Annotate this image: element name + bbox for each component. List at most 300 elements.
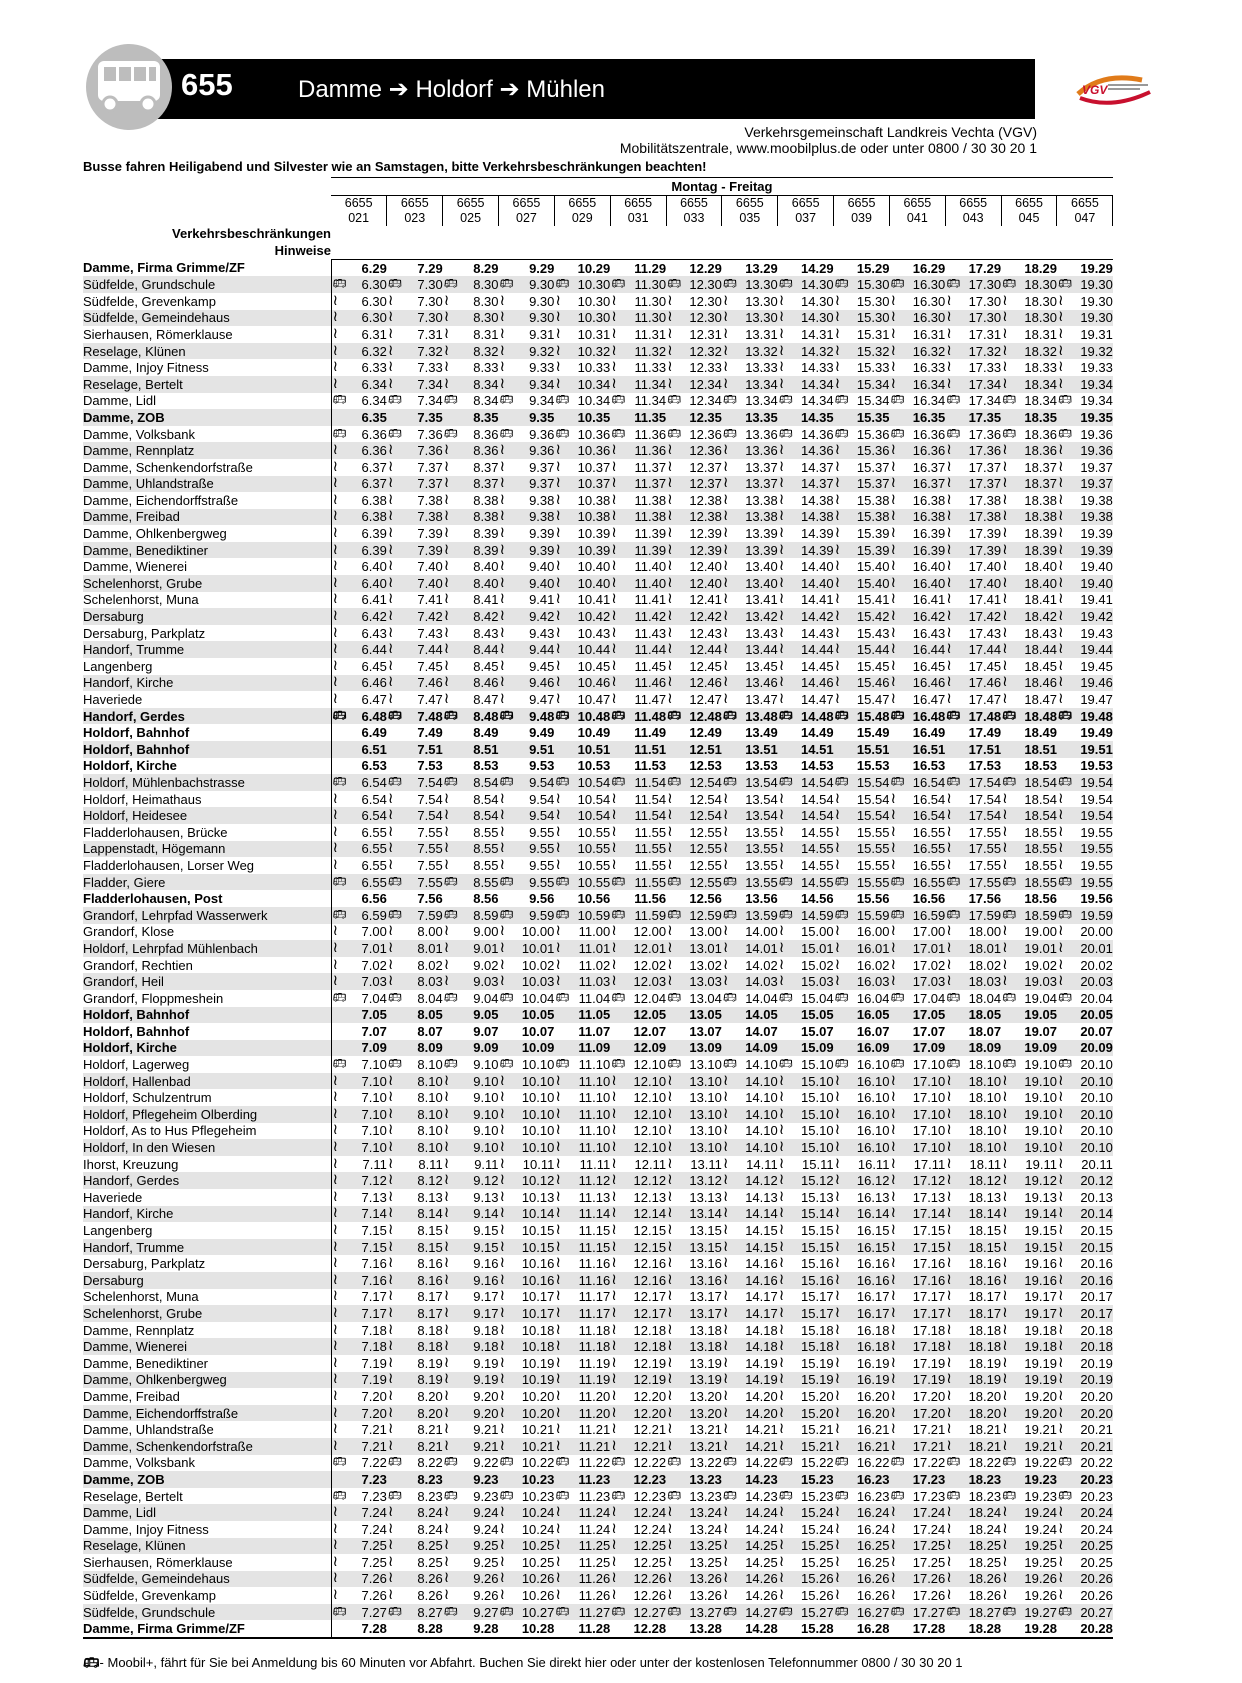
departure-time: ≀ 11.15 (555, 1222, 611, 1239)
departure-time: 17.35 (945, 409, 1001, 426)
bus-on-demand-icon: 🚌︎ (332, 1489, 347, 1502)
wave-icon: ≀ (946, 823, 952, 840)
departure-time: ≀ 19.20 (1002, 1404, 1057, 1421)
wave-icon: ≀ (443, 1122, 450, 1139)
departure-time: ≀ 16.55 (890, 840, 946, 857)
departure-time: ≀ 10.18 (499, 1338, 555, 1355)
departure-time: 🚌︎ 14.04 (722, 990, 778, 1006)
wave-icon: ≀ (778, 1255, 785, 1272)
departure-time: ≀ 15.02 (778, 956, 834, 973)
wave-icon: ≀ (722, 558, 729, 575)
wave-icon: ≀ (1002, 1537, 1008, 1554)
departure-time: ≀ 12.37 (667, 475, 722, 492)
departure-time: 🚌︎ 19.10 (1002, 1057, 1057, 1073)
wave-icon: ≀ (1057, 691, 1064, 708)
departure-time: ≀ 15.24 (778, 1520, 834, 1537)
departure-time: 10.07 (521, 1023, 555, 1039)
departure-time: ≀ 13.01 (667, 940, 722, 956)
wave-icon: ≀ (555, 591, 561, 608)
departure-time: 🚌︎ 10.23 (499, 1488, 555, 1504)
trip-line-id: 6655 (1071, 195, 1099, 210)
departure-time: 🚌︎ 20.10 (1057, 1057, 1113, 1073)
departure-time: 9.49 (529, 725, 555, 741)
departure-time: ≀ 10.34 (555, 375, 611, 392)
departure-time: ≀ 6.42 (332, 608, 387, 625)
departure-time: ≀ 11.38 (611, 508, 667, 525)
wave-icon: ≀ (1057, 1338, 1064, 1355)
departure-time: ≀ 12.41 (667, 591, 722, 608)
wave-icon: ≀ (946, 475, 952, 492)
wave-icon: ≀ (443, 790, 450, 807)
wave-icon: ≀ (332, 541, 339, 558)
stop-name: Grandorf, Floppmeshein (83, 990, 331, 1007)
departure-time: ≀ 19.32 (1057, 342, 1113, 359)
wave-icon: ≀ (499, 1421, 506, 1438)
wave-icon: ≀ (1057, 624, 1064, 641)
wave-icon: ≀ (611, 1238, 617, 1255)
wave-icon: ≀ (1057, 956, 1064, 973)
wave-icon: ≀ (499, 292, 506, 309)
departure-time: 12.09 (610, 1040, 666, 1057)
departure-time: ≀ 13.12 (667, 1172, 722, 1189)
wave-icon: ≀ (1057, 1072, 1064, 1089)
departure-time: ≀ 13.19 (667, 1354, 722, 1371)
stop-row (83, 326, 1113, 343)
wave-icon: ≀ (778, 458, 785, 475)
departure-time: ≀ 20.18 (1057, 1338, 1113, 1355)
stop-row (83, 641, 1113, 658)
wave-icon: ≀ (722, 1238, 729, 1255)
wave-icon: ≀ (890, 292, 897, 309)
wave-icon: ≀ (667, 691, 673, 708)
departure-time: 🚌︎ 9.27 (443, 1604, 499, 1620)
stop-name: Damme, Volksbank (83, 1455, 331, 1472)
departure-time: ≀ 15.19 (778, 1371, 834, 1388)
departure-time: ≀ 7.39 (387, 525, 443, 542)
wave-icon: ≀ (1002, 1354, 1008, 1371)
bus-on-demand-icon: 🚌︎ (499, 709, 514, 722)
departure-time: 🚌︎ 7.04 (332, 990, 387, 1006)
bus-on-demand-icon: 🚌︎ (778, 427, 793, 440)
departure-time: 🚌︎ 16.59 (890, 907, 946, 923)
departure-time: ≀ 16.24 (834, 1504, 890, 1521)
wave-icon: ≀ (1057, 508, 1064, 525)
departure-time: 🚌︎ 8.36 (443, 426, 499, 442)
stop-name: Grandorf, Klose (83, 924, 331, 941)
stop-name: Holdorf, Heimathaus (83, 791, 331, 808)
stop-row (83, 376, 1113, 393)
bus-on-demand-icon: 🚌︎ (443, 1058, 458, 1071)
departure-time: 15.23 (778, 1471, 834, 1488)
bus-on-demand-icon: 🚌︎ (778, 1605, 793, 1618)
departure-time: 18.05 (945, 1007, 1001, 1024)
wave-icon: ≀ (499, 508, 506, 525)
wave-icon: ≀ (499, 1504, 506, 1521)
departure-time: 11.51 (610, 741, 666, 758)
wave-icon: ≀ (778, 541, 785, 558)
wave-icon: ≀ (443, 1520, 450, 1537)
wave-icon: ≀ (332, 442, 339, 459)
wave-icon: ≀ (946, 1570, 952, 1587)
departure-time: ≀ 13.39 (722, 525, 778, 542)
stop-name: Handorf, Trumme (83, 1239, 331, 1256)
wave-icon: ≀ (443, 375, 450, 392)
trip-run-id: 043 (962, 210, 984, 225)
departure-time: ≀ 10.24 (499, 1504, 555, 1521)
bus-on-demand-icon: 🚌︎ (834, 991, 849, 1004)
departure-time: ≀ 7.03 (332, 973, 387, 990)
departure-time: ≀ 13.40 (722, 558, 778, 575)
wave-icon: ≀ (387, 359, 394, 376)
bus-on-demand-icon: 🚌︎ (1002, 709, 1017, 722)
wave-icon: ≀ (387, 1587, 394, 1604)
departure-time: ≀ 19.13 (1002, 1189, 1057, 1205)
departure-time: 6.49 (361, 725, 387, 741)
departure-time: ≀ 16.30 (890, 309, 946, 326)
departure-time: ≀ 11.10 (555, 1139, 611, 1156)
departure-time: ≀ 15.54 (834, 807, 890, 824)
departure-time: ≀ 17.46 (946, 674, 1002, 691)
bus-on-demand-icon: 🚌︎ (611, 427, 626, 440)
wave-icon: ≀ (722, 309, 729, 326)
departure-time: 🚌︎ 11.10 (555, 1057, 611, 1073)
departure-time: ≀ 12.24 (611, 1504, 667, 1521)
wave-icon: ≀ (890, 1222, 897, 1239)
departure-time: ≀ 18.10 (946, 1122, 1002, 1139)
departure-time: ≀ 11.10 (555, 1089, 611, 1106)
wave-icon: ≀ (1002, 575, 1008, 591)
departure-time: ≀ 9.03 (443, 973, 499, 990)
wave-icon: ≀ (387, 691, 394, 708)
departure-time: ≀ 17.10 (890, 1106, 946, 1122)
departure-time: ≀ 15.00 (778, 923, 834, 940)
departure-time: ≀ 20.01 (1057, 940, 1113, 956)
departure-time: ≀ 10.37 (555, 475, 611, 492)
trip-cell-empty (331, 226, 387, 243)
wave-icon: ≀ (1057, 1587, 1064, 1604)
departure-time: 6.35 (331, 409, 387, 426)
departure-time: ≀ 7.37 (387, 475, 443, 492)
departure-time: ≀ 20.26 (1057, 1570, 1113, 1587)
departure-time: ≀ 12.42 (667, 608, 722, 625)
stop-row (83, 1023, 1113, 1040)
departure-time: ≀ 14.26 (722, 1587, 778, 1604)
wave-icon: ≀ (946, 1122, 952, 1139)
wave-icon: ≀ (667, 442, 673, 459)
wave-icon: ≀ (387, 492, 394, 508)
departure-time: ≀ 7.38 (387, 508, 443, 525)
departure-time: ≀ 9.10 (443, 1122, 499, 1139)
departure-time: ≀ 17.17 (890, 1305, 946, 1321)
wave-icon: ≀ (890, 492, 897, 508)
wave-icon: ≀ (555, 1222, 561, 1239)
wave-icon: ≀ (555, 1139, 561, 1156)
departure-time: 🚌︎ 13.22 (667, 1455, 722, 1471)
wave-icon: ≀ (611, 1122, 617, 1139)
wave-icon: ≀ (722, 1288, 729, 1305)
departure-time: ≀ 18.20 (946, 1388, 1002, 1404)
wave-icon: ≀ (611, 1255, 617, 1272)
wave-icon: ≀ (722, 1570, 729, 1587)
wave-icon: ≀ (667, 956, 673, 973)
departure-time: ≀ 19.15 (1002, 1238, 1057, 1255)
wave-icon: ≀ (499, 591, 506, 608)
wave-icon: ≀ (387, 1354, 394, 1371)
wave-icon: ≀ (332, 1338, 339, 1355)
departure-time: 🚌︎ 12.04 (611, 990, 667, 1006)
departure-time: ≀ 9.17 (443, 1305, 499, 1321)
wave-icon: ≀ (890, 823, 897, 840)
wave-icon: ≀ (499, 857, 506, 873)
route-title: Damme ➔ Holdorf ➔ Mühlen (298, 76, 605, 103)
wave-icon: ≀ (722, 475, 729, 492)
departure-time: 🚌︎ 14.59 (778, 907, 834, 923)
departure-time: 9.35 (499, 409, 555, 426)
stop-row (83, 807, 1113, 824)
wave-icon: ≀ (555, 575, 561, 591)
wave-icon: ≀ (332, 923, 339, 940)
departure-time: ≀ 15.19 (778, 1354, 834, 1371)
bus-on-demand-icon: 🚌︎ (499, 1058, 514, 1071)
stop-row (83, 708, 1113, 725)
wave-icon: ≀ (722, 1122, 729, 1139)
departure-time: ≀ 11.19 (555, 1371, 611, 1388)
departure-time: ≀ 9.37 (499, 475, 555, 492)
wave-icon: ≀ (1057, 458, 1064, 475)
departure-time: 🚌︎ 17.55 (946, 874, 1002, 890)
departure-time: 7.05 (331, 1007, 387, 1024)
departure-time: ≀ 17.44 (946, 641, 1002, 658)
bus-on-demand-icon: 🚌︎ (1057, 1456, 1072, 1469)
wave-icon: ≀ (499, 1321, 506, 1338)
departure-time: ≀ 8.34 (443, 375, 499, 392)
departure-time: ≀ 10.02 (499, 956, 555, 973)
departure-time: ≀ 10.55 (555, 857, 611, 873)
departure-time: ≀ 12.13 (611, 1189, 667, 1205)
departure-time: ≀ 15.36 (834, 442, 890, 459)
departure-time: ≀ 14.41 (778, 591, 834, 608)
stop-row (83, 542, 1113, 559)
departure-time: 🚌︎ 11.36 (611, 426, 667, 442)
departure-time: 🚌︎ 9.04 (443, 990, 499, 1006)
departure-time: ≀ 18.55 (1002, 857, 1057, 873)
departure-time: ≀ 17.01 (890, 940, 946, 956)
stop-row (83, 1040, 1113, 1057)
departure-time: ≀ 13.02 (667, 956, 722, 973)
departure-time: ≀ 11.55 (611, 840, 667, 857)
departure-time: ≀ 9.10 (443, 1139, 499, 1156)
stop-row (83, 459, 1113, 476)
wave-icon: ≀ (443, 857, 450, 873)
departure-time: 🚌︎ 6.59 (332, 907, 387, 923)
wave-icon: ≀ (667, 1139, 673, 1156)
departure-time: ≀ 8.21 (387, 1437, 443, 1454)
departure-time: ≀ 14.15 (722, 1238, 778, 1255)
wave-icon: ≀ (443, 1089, 450, 1106)
bus-on-demand-icon: 🚌︎ (499, 278, 514, 291)
wave-icon: ≀ (1002, 1189, 1008, 1205)
bus-on-demand-icon: 🚌︎ (778, 394, 793, 407)
wave-icon: ≀ (555, 1354, 561, 1371)
departure-time: ≀ 10.15 (499, 1222, 555, 1239)
wave-icon: ≀ (499, 840, 506, 857)
departure-time: ≀ 13.41 (722, 591, 778, 608)
wave-icon: ≀ (722, 1189, 729, 1205)
wave-icon: ≀ (778, 807, 785, 824)
departure-time: ≀ 16.25 (834, 1537, 890, 1554)
wave-icon: ≀ (667, 1272, 673, 1288)
wave-icon: ≀ (499, 359, 506, 376)
departure-time: 13.09 (666, 1040, 722, 1057)
wave-icon: ≀ (387, 1072, 394, 1089)
wave-icon: ≀ (946, 1155, 952, 1172)
stop-name: Holdorf, Bahnhof (83, 741, 331, 758)
departure-time: 11.28 (554, 1620, 610, 1638)
wave-icon: ≀ (611, 1371, 617, 1388)
departure-time: ≀ 16.54 (890, 807, 946, 824)
bus-on-demand-icon: 🚌︎ (667, 709, 682, 722)
departure-time: ≀ 12.34 (667, 375, 722, 392)
departure-time: 7.09 (331, 1040, 387, 1057)
departure-time: 🚌︎ 9.48 (499, 708, 555, 724)
wave-icon: ≀ (387, 1404, 394, 1421)
wave-icon: ≀ (555, 1106, 561, 1122)
wave-icon: ≀ (443, 807, 450, 824)
departure-time: 17.56 (968, 891, 1002, 907)
wave-icon: ≀ (555, 442, 561, 459)
stop-name: Damme, Ohlkenbergweg (83, 525, 331, 542)
wave-icon: ≀ (443, 1338, 450, 1355)
departure-time: ≀ 15.54 (834, 790, 890, 807)
departure-time: ≀ 12.55 (667, 840, 722, 857)
departure-time: 🚌︎ 20.22 (1057, 1455, 1113, 1471)
departure-time: 14.23 (722, 1471, 778, 1488)
departure-time: ≀ 11.43 (611, 624, 667, 641)
departure-time: ≀ 15.55 (834, 823, 890, 840)
departure-time: ≀ 7.41 (387, 591, 443, 608)
bus-on-demand-icon: 🚌︎ (555, 709, 570, 722)
departure-time: ≀ 17.38 (946, 492, 1002, 508)
wave-icon: ≀ (611, 1305, 617, 1321)
wave-icon: ≀ (1057, 1404, 1064, 1421)
wave-icon: ≀ (1002, 1139, 1008, 1156)
departure-time: ≀ 14.25 (722, 1554, 778, 1570)
bus-on-demand-icon: 🚌︎ (555, 775, 570, 788)
departure-time: ≀ 8.25 (387, 1537, 443, 1554)
wave-icon: ≀ (611, 940, 617, 956)
departure-time: ≀ 9.33 (499, 359, 555, 376)
wave-icon: ≀ (332, 1089, 339, 1106)
wave-icon: ≀ (332, 1520, 339, 1537)
departure-time: ≀ 10.54 (555, 790, 611, 807)
departure-time: ≀ 9.44 (499, 641, 555, 658)
wave-icon: ≀ (443, 658, 450, 674)
departure-time: 🚌︎ 7.27 (332, 1604, 387, 1620)
departure-time: 🚌︎ 13.59 (722, 907, 778, 923)
wave-icon: ≀ (890, 608, 897, 625)
wave-icon: ≀ (946, 292, 952, 309)
stop-row (83, 1305, 1113, 1322)
wave-icon: ≀ (890, 1072, 897, 1089)
trip-line-id: 6655 (512, 195, 541, 210)
departure-time: ≀ 12.33 (667, 359, 722, 376)
departure-time: ≀ 7.20 (332, 1404, 387, 1421)
departure-time: ≀ 11.25 (555, 1537, 611, 1554)
departure-time: ≀ 16.01 (834, 940, 890, 956)
departure-time: ≀ 8.15 (387, 1222, 443, 1239)
departure-time: ≀ 16.33 (890, 359, 946, 376)
wave-icon: ≀ (332, 342, 339, 359)
wave-icon: ≀ (555, 525, 561, 542)
departure-time: ≀ 14.18 (722, 1338, 778, 1355)
departure-time: 8.28 (387, 1620, 443, 1638)
trip-run-id: 035 (739, 210, 761, 225)
departure-time: ≀ 8.30 (443, 309, 499, 326)
departure-time: ≀ 17.37 (946, 458, 1002, 475)
departure-time: ≀ 18.36 (1002, 442, 1057, 459)
departure-time: ≀ 17.13 (890, 1189, 946, 1205)
departure-time: 18.23 (945, 1471, 1001, 1488)
departure-time: ≀ 17.30 (946, 309, 1002, 326)
wave-icon: ≀ (443, 1238, 450, 1255)
departure-time: ≀ 8.55 (443, 823, 499, 840)
wave-icon: ≀ (332, 840, 339, 857)
stop-name: Damme, ZOB (83, 409, 331, 426)
stop-name: Damme, Benediktiner (83, 542, 331, 559)
departure-time: ≀ 18.10 (946, 1106, 1002, 1122)
departure-time: ≀ 17.25 (890, 1554, 946, 1570)
wave-icon: ≀ (611, 309, 617, 326)
bus-on-demand-icon: 🚌︎ (387, 1058, 402, 1071)
departure-time: ≀ 10.14 (499, 1205, 555, 1222)
departure-time: ≀ 18.39 (1002, 541, 1057, 558)
holiday-notice: Busse fahren Heiligabend und Silvester wie an Samstagen, bitte Verkehrsbeschränkungen beachten! (83, 159, 707, 174)
wave-icon: ≀ (499, 807, 506, 824)
departure-time: ≀ 18.24 (946, 1504, 1002, 1521)
wave-icon: ≀ (1057, 1305, 1064, 1321)
trip-line-id: 6655 (1015, 195, 1043, 210)
departure-time: ≀ 8.33 (443, 359, 499, 376)
departure-time: ≀ 14.25 (722, 1537, 778, 1554)
wave-icon: ≀ (834, 1537, 841, 1554)
wave-icon: ≀ (946, 1554, 952, 1570)
departure-time: 🚌︎ 7.55 (387, 874, 443, 890)
departure-time: ≀ 10.46 (555, 674, 611, 691)
bus-on-demand-icon: 🚌︎ (443, 1605, 458, 1618)
departure-time: ≀ 7.42 (387, 608, 443, 625)
wave-icon: ≀ (611, 1189, 617, 1205)
departure-time: 12.05 (610, 1007, 666, 1024)
departure-time: ≀ 16.21 (834, 1421, 890, 1438)
departure-time: ≀ 8.55 (443, 840, 499, 857)
wave-icon: ≀ (890, 973, 897, 990)
wave-icon: ≀ (499, 956, 506, 973)
departure-time: 🚌︎ 17.59 (946, 907, 1002, 923)
trip-line-id: 6655 (624, 195, 653, 210)
departure-time: ≀ 10.20 (499, 1404, 555, 1421)
departure-time: ≀ 7.02 (332, 956, 387, 973)
departure-time: ≀ 12.45 (667, 658, 722, 674)
wave-icon: ≀ (555, 1371, 561, 1388)
wave-icon: ≀ (778, 973, 785, 990)
departure-time: ≀ 18.40 (1002, 558, 1057, 575)
wave-icon: ≀ (834, 1554, 841, 1570)
departure-time: ≀ 11.25 (555, 1554, 611, 1570)
wave-icon: ≀ (499, 1255, 506, 1272)
departure-time: 🚌︎ 15.22 (778, 1455, 834, 1471)
departure-time: ≀ 12.30 (667, 309, 722, 326)
wave-icon: ≀ (890, 940, 897, 956)
